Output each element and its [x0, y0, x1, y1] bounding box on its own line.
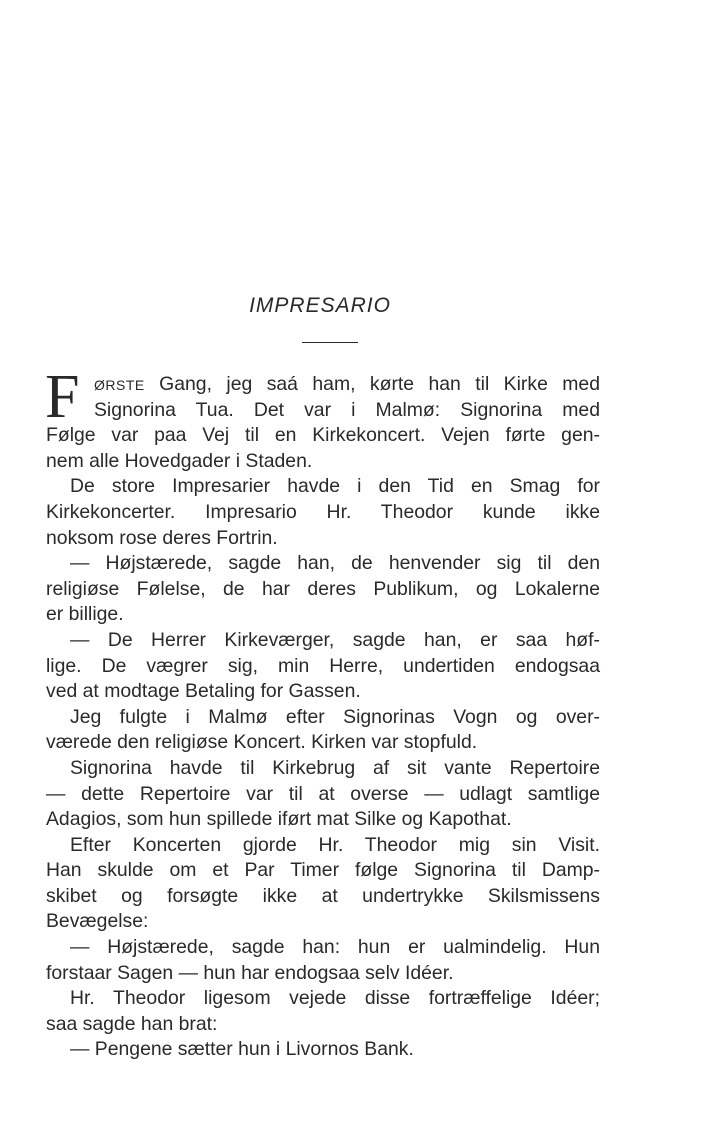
text-line: nem alle Hovedgader i Staden. — [46, 449, 313, 472]
text-line: — Højstærede, sagde han: hun er ualmindelig. Hun — [70, 936, 600, 959]
text-line: — Pengene sætter hun i Livornos Bank. — [70, 1038, 414, 1061]
title-rule — [302, 342, 358, 343]
drop-cap: F — [45, 363, 80, 431]
text-line: Efter Koncerten gjorde Hr. Theodor mig sin Visit. — [70, 833, 600, 856]
text-line: — De Herrer Kirkeværger, sagde han, er saa høf- — [70, 628, 600, 651]
text-line: forstaar Sagen — hun har endogsaa selv Idéer. — [46, 961, 454, 984]
text-line: Hr. Theodor ligesom vejede disse fortræffelige Idéer; — [70, 987, 600, 1010]
text-line: De store Impresarier havde i den Tid en Smag for — [70, 475, 600, 498]
text-line: religiøse Følelse, de har deres Publikum, og Lokalerne — [46, 577, 600, 600]
text-line: saa sagde han brat: — [46, 1012, 218, 1035]
text-line-content: Gang, jeg saá ham, kørte han til Kirke med — [144, 373, 600, 395]
text-line: Adagios, som hun spillede iført mat Silke og Kapothat. — [46, 808, 512, 831]
text-line: ved at modtage Betaling for Gassen. — [46, 680, 361, 703]
text-line: Han skulde om et Par Timer følge Signorina til Damp- — [46, 859, 600, 882]
text-line: værede den religiøse Koncert. Kirken var stopfuld. — [46, 731, 478, 754]
text-line: Kirkekoncerter. Impresario Hr. Theodor kunde ikke — [46, 500, 600, 523]
text-line: Signorina Tua. Det var i Malmø: Signorina med — [94, 398, 600, 421]
text-line — [46, 372, 600, 398]
text-line: — Højstærede, sagde han, de henvender sig til den — [70, 552, 600, 575]
text-line: er billige. — [46, 603, 124, 626]
text-line: Bevægelse: — [46, 910, 149, 933]
text-line: skibet og forsøgte ikke at undertrykke Skilsmissens — [46, 884, 600, 907]
small-caps-word: ØRSTE — [94, 377, 145, 393]
text-line: Jeg fulgte i Malmø efter Signorinas Vogn og over- — [70, 705, 600, 728]
text-line: Signorina havde til Kirkebrug af sit vante Repertoire — [70, 756, 600, 779]
text-line: noksom rose deres Fortrin. — [46, 526, 278, 549]
chapter-title: IMPRESARIO — [249, 294, 391, 317]
text-line: lige. De vægrer sig, min Herre, undertiden endogsaa — [46, 654, 600, 677]
text-line: — dette Repertoire var til at overse — udlagt samtlige — [46, 782, 600, 805]
text-line: Følge var paa Vej til en Kirkekoncert. Vejen førte gen- — [46, 424, 600, 447]
body-text — [45, 363, 600, 1063]
